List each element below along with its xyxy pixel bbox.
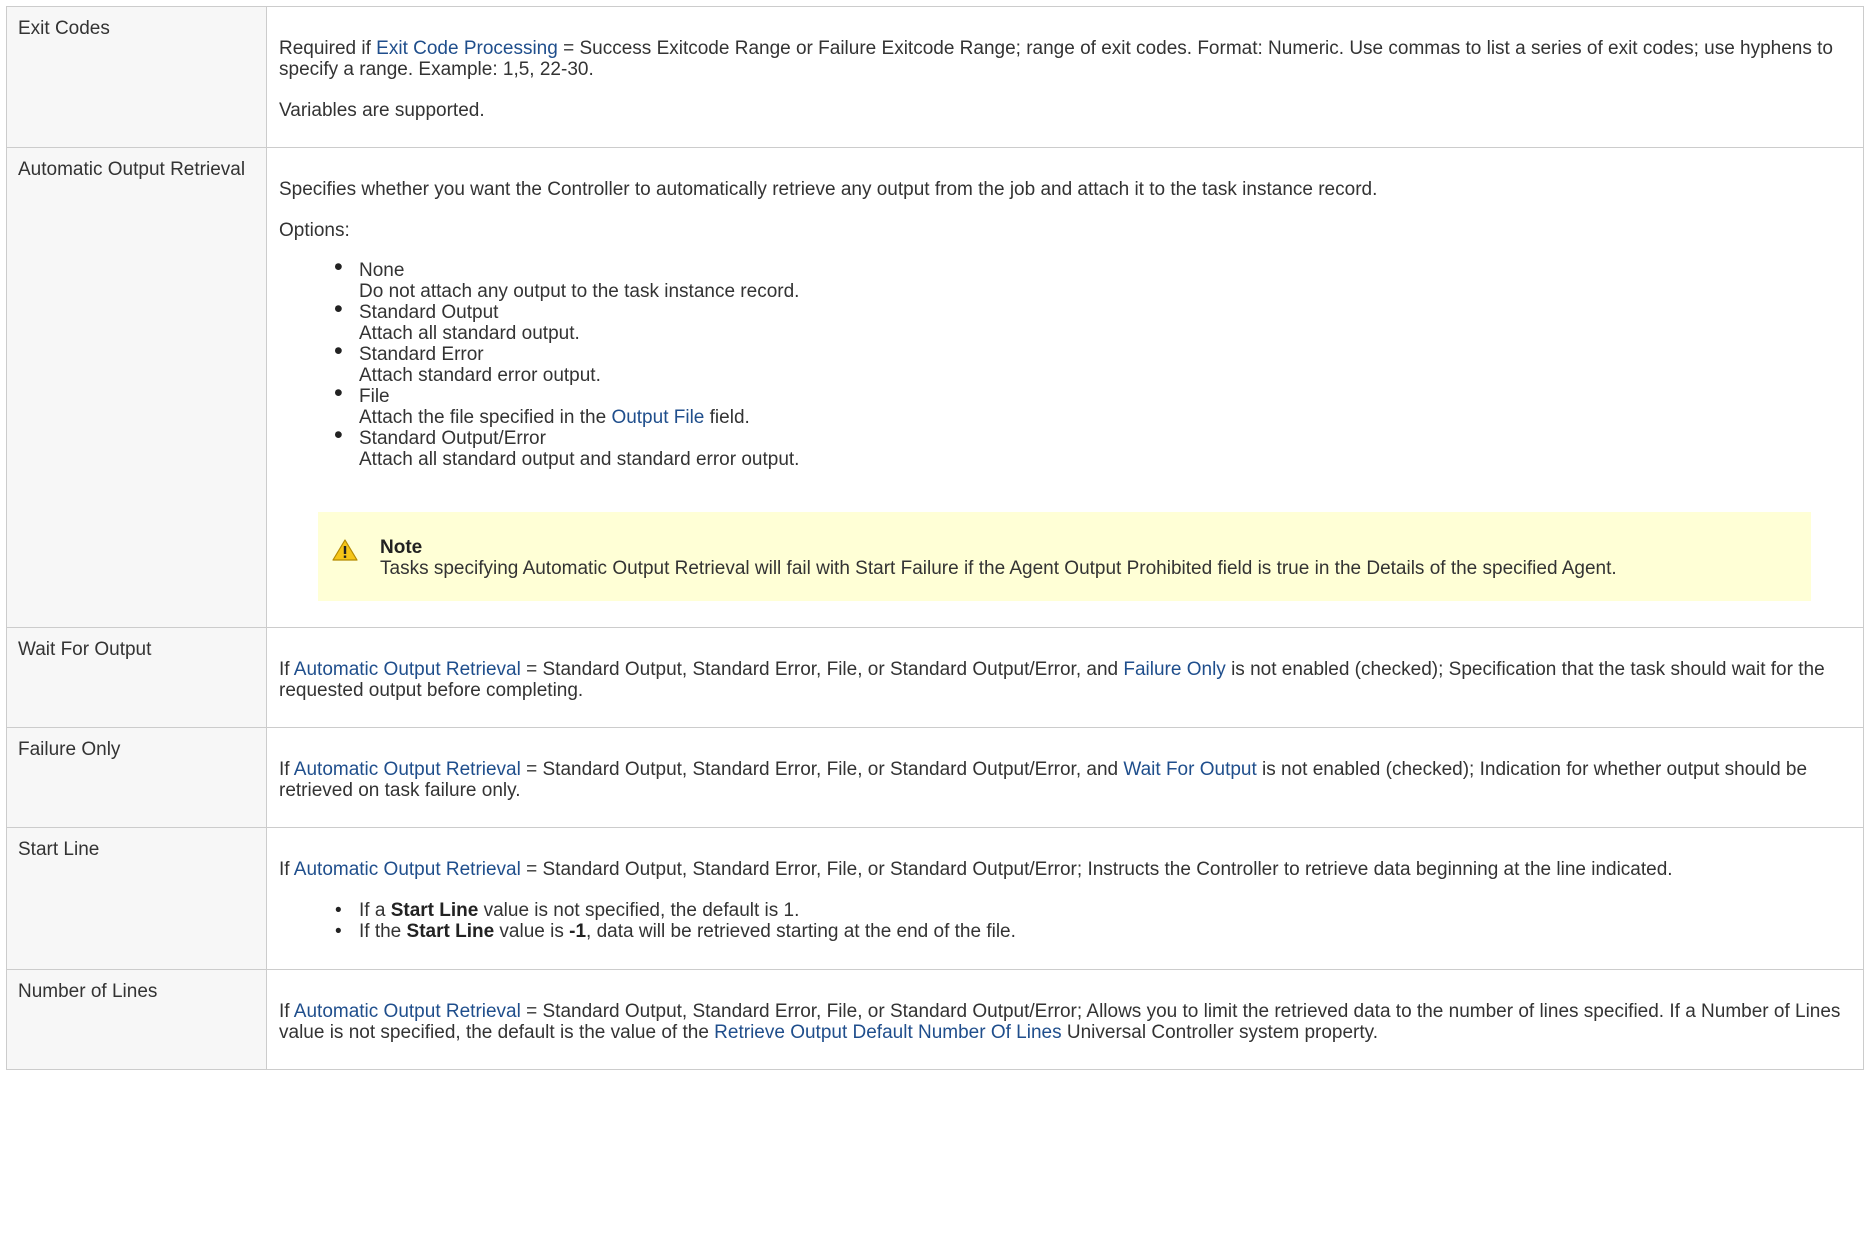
warning-icon <box>332 539 358 561</box>
table-row <box>7 628 1864 728</box>
option-description: Attach all standard output and standard error output. <box>359 449 800 470</box>
list-item <box>359 428 1851 470</box>
failure-only-link[interactable]: Failure Only <box>1123 659 1226 680</box>
list-item <box>359 344 1851 386</box>
option-title: Standard Output/Error <box>359 428 546 449</box>
option-title: None <box>359 260 405 281</box>
automatic-output-retrieval-link[interactable]: Automatic Output Retrieval <box>293 1001 521 1022</box>
table-row <box>7 7 1864 148</box>
text: If <box>279 659 294 680</box>
option-title: Standard Output <box>359 302 499 323</box>
text: Required if <box>279 38 377 59</box>
text: If a <box>359 900 391 921</box>
field-description <box>267 7 1864 148</box>
field-name: Failure Only <box>7 728 267 828</box>
table-row <box>7 970 1864 1070</box>
description-paragraph <box>279 38 1851 80</box>
bold-text: Start Line <box>406 921 495 942</box>
field-description <box>267 728 1864 828</box>
option-description: Attach all standard output. <box>359 323 580 344</box>
list-item <box>359 921 1851 942</box>
text: Universal Controller system property. <box>1061 1022 1379 1043</box>
table-row <box>7 728 1864 828</box>
field-name: Number of Lines <box>7 970 267 1070</box>
table-row <box>7 828 1864 970</box>
automatic-output-retrieval-link[interactable]: Automatic Output Retrieval <box>293 659 521 680</box>
field-name: Automatic Output Retrieval <box>7 148 267 628</box>
note-title: Note <box>380 537 423 558</box>
wait-for-output-link[interactable]: Wait For Output <box>1123 759 1257 780</box>
description-paragraph <box>279 759 1851 801</box>
automatic-output-retrieval-link[interactable]: Automatic Output Retrieval <box>293 759 521 780</box>
description-paragraph: Specifies whether you want the Controller to automatically retrieve any output from the job and attach it to the task instance record. <box>279 179 1378 200</box>
list-item <box>359 302 1851 344</box>
exit-code-processing-link[interactable]: Exit Code Processing <box>376 38 558 59</box>
text: If <box>279 1001 294 1022</box>
options-label: Options: <box>279 220 350 241</box>
output-file-link[interactable]: Output File <box>611 407 705 428</box>
text: is not enabled (checked); Indication for whether output should be retrieved on task failure only. <box>279 759 1808 801</box>
retrieve-output-default-number-of-lines-link[interactable]: Retrieve Output Default Number Of Lines <box>714 1022 1062 1043</box>
description-paragraph <box>279 859 1851 880</box>
text: value is not specified, the default is 1. <box>478 900 800 921</box>
description-paragraph <box>279 1001 1851 1043</box>
table-row <box>7 148 1864 628</box>
list-item <box>359 260 1851 302</box>
option-title: File <box>359 386 390 407</box>
option-description: Attach standard error output. <box>359 365 601 386</box>
note-text: Tasks specifying Automatic Output Retrieval will fail with Start Failure if the Agent Output Prohibited field is true in the Details of the specified Agent. <box>380 558 1617 579</box>
text: If <box>279 859 294 880</box>
option-title: Standard Error <box>359 344 484 365</box>
field-description <box>267 970 1864 1070</box>
text: = Standard Output, Standard Error, File, or Standard Output/Error, and <box>520 659 1124 680</box>
field-description <box>267 828 1864 970</box>
text: , data will be retrieved starting at the end of the file. <box>586 921 1016 942</box>
field-description <box>267 148 1864 628</box>
option-description: Do not attach any output to the task instance record. <box>359 281 800 302</box>
field-name: Start Line <box>7 828 267 970</box>
bold-text: Start Line <box>390 900 479 921</box>
text: = Standard Output, Standard Error, File, or Standard Output/Error; Instructs the Controller to retrieve data beginning at the line indicated. <box>520 859 1673 880</box>
field-description <box>267 628 1864 728</box>
text: If <box>279 759 294 780</box>
text: is not enabled (checked); Specification that the task should wait for the requested output before completing. <box>279 659 1825 701</box>
text: = Standard Output, Standard Error, File, or Standard Output/Error; Allows you to limit the retrieved data to the number of lines specified. If a Number of Lines value is not specified, the default is the value of the <box>279 1001 1841 1043</box>
automatic-output-retrieval-link[interactable]: Automatic Output Retrieval <box>293 859 521 880</box>
text: field. <box>704 407 750 428</box>
note-box <box>318 512 1811 601</box>
list-item <box>359 900 1851 921</box>
text: value is <box>494 921 570 942</box>
list-item <box>359 386 1851 428</box>
text: If the <box>359 921 407 942</box>
text: = Standard Output, Standard Error, File, or Standard Output/Error, and <box>520 759 1124 780</box>
option-description: Attach the file specified in the <box>359 407 612 428</box>
start-line-notes <box>279 900 1851 942</box>
text: = Success Exitcode Range or Failure Exitcode Range; range of exit codes. Format: Numeric. Use commas to list a series of exit codes; use hyphens to specify a range. Example: 1,5, 22-30. <box>279 38 1833 80</box>
field-name: Wait For Output <box>7 628 267 728</box>
description-paragraph: Variables are supported. <box>279 100 485 121</box>
options-list <box>279 260 1851 470</box>
field-name: Exit Codes <box>7 7 267 148</box>
field-description-table <box>6 6 1864 1070</box>
bold-text: -1 <box>569 921 587 942</box>
description-paragraph <box>279 659 1851 701</box>
